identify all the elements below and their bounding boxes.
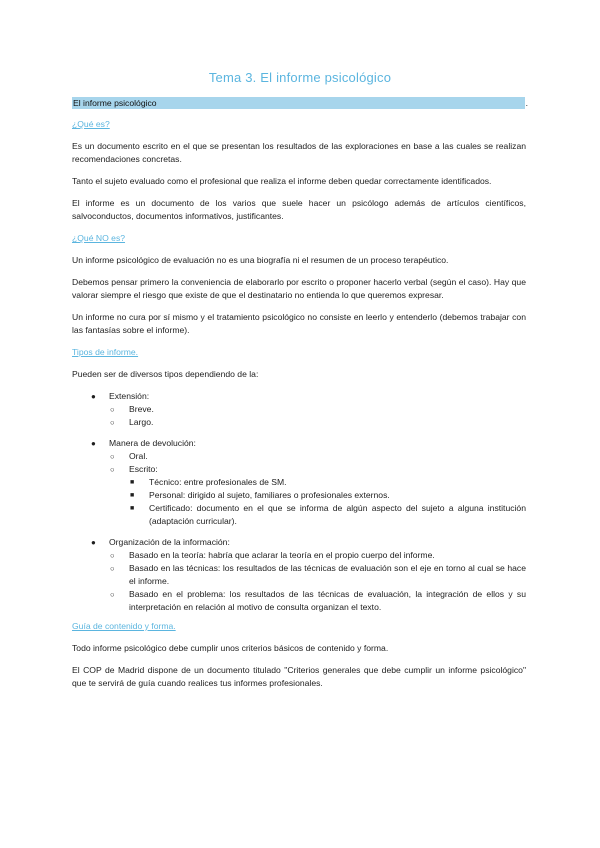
bullet-icon: ● [91,439,96,448]
document-body [72,118,526,690]
heading-tipos-de-informe[interactable]: Tipos de informe. [72,347,139,357]
paragraph: El COP de Madrid dispone de un documento titulado "Criterios generales que debe cumplir un informe psicológico" que te servirá de guía cuando realices tus informes profesionales. [72,665,526,688]
list-item-label: Certificado: documento en el que se informa de algún aspecto del sujeto a alguna institución (adaptación curricular). [149,503,526,526]
list-item-label: Personal: dirigido al sujeto, familiares o profesionales externos. [149,490,390,500]
list-item [129,489,526,502]
list-item-extension [72,390,526,429]
list-item [109,450,526,463]
list-item [109,463,526,528]
circle-bullet-icon: ○ [110,418,115,427]
paragraph: Es un documento escrito en el que se presentan los resultados de las exploraciones en base a las cuales se realizan recomendaciones concretas. [72,141,526,164]
list-item-label: Largo. [129,417,154,427]
paragraph: Un informe no cura por sí mismo y el tratamiento psicológico no consiste en leerlo y entenderlo (debemos trabajar con las fantasías sobre el informe). [72,312,526,335]
square-bullet-icon: ■ [130,479,135,486]
list-item-label: Manera de devolución: [109,438,196,448]
list-item [109,403,526,416]
section-heading-end: . [525,98,528,108]
paragraph: Todo informe psicológico debe cumplir unos criterios básicos de contenido y forma. [72,643,389,653]
section-heading [72,97,528,109]
list-item [109,588,526,614]
list-item-label: Breve. [129,404,154,414]
list-item-label: Técnico: entre profesionales de SM. [149,477,287,487]
circle-bullet-icon: ○ [110,564,115,573]
heading-que-es[interactable]: ¿Qué es? [72,119,110,129]
paragraph: Debemos pensar primero la conveniencia de elaborarlo por escrito o proponer hacerlo verbal (según el caso). Hay que valorar siempre el riesgo que existe de que el destinatario no entienda lo que queremos expresar. [72,277,526,300]
circle-bullet-icon: ○ [110,465,115,474]
list-item-label: Basado en la teoría: habría que aclarar la teoría en el propio cuerpo del informe. [129,550,435,560]
list-item [109,416,526,429]
bullet-icon: ● [91,538,96,547]
list-item-label: Organización de la información: [109,537,230,547]
list-item-label: Escrito: [129,464,158,474]
circle-bullet-icon: ○ [110,452,115,461]
list-item [109,549,526,562]
circle-bullet-icon: ○ [110,590,115,599]
square-bullet-icon: ■ [130,492,135,499]
list-item [129,476,526,489]
circle-bullet-icon: ○ [110,405,115,414]
heading-que-no-es[interactable]: ¿Qué NO es? [72,233,126,243]
list-item [109,562,526,588]
list-item [129,502,526,528]
list-item-label: Basado en el problema: los resultados de las técnicas de evaluación, la integración de ellos y su interpretación en relación al motivo de consulta organizan el texto. [129,589,526,612]
list-item-label: Basado en las técnicas: los resultados de las técnicas de evaluación son el eje en torno al cual se hace el informe. [129,563,526,586]
paragraph: Tanto el sujeto evaluado como el profesional que realiza el informe deben quedar correctamente identificados. [72,176,492,186]
list-item-label: Extensión: [109,391,150,401]
circle-bullet-icon: ○ [110,551,115,560]
document-title: Tema 3. El informe psicológico [208,70,392,85]
square-bullet-icon: ■ [130,505,135,512]
bullet-icon: ● [91,392,96,401]
paragraph: Un informe psicológico de evaluación no es una biografía ni el resumen de un proceso terapéutico. [72,255,449,265]
list-item-devolucion [72,437,526,528]
list-item-label: Oral. [129,451,148,461]
list-item-organizacion [72,536,526,614]
paragraph: El informe es un documento de los varios que suele hacer un psicólogo además de artículos científicos, salvoconductos, documentos informativos, justificantes. [72,198,526,221]
paragraph: Pueden ser de diversos tipos dependiendo de la: [72,369,259,379]
tipos-list [72,390,526,614]
heading-guia-contenido[interactable]: Guía de contenido y forma. [72,621,176,631]
section-heading-text: El informe psicológico [73,98,157,108]
